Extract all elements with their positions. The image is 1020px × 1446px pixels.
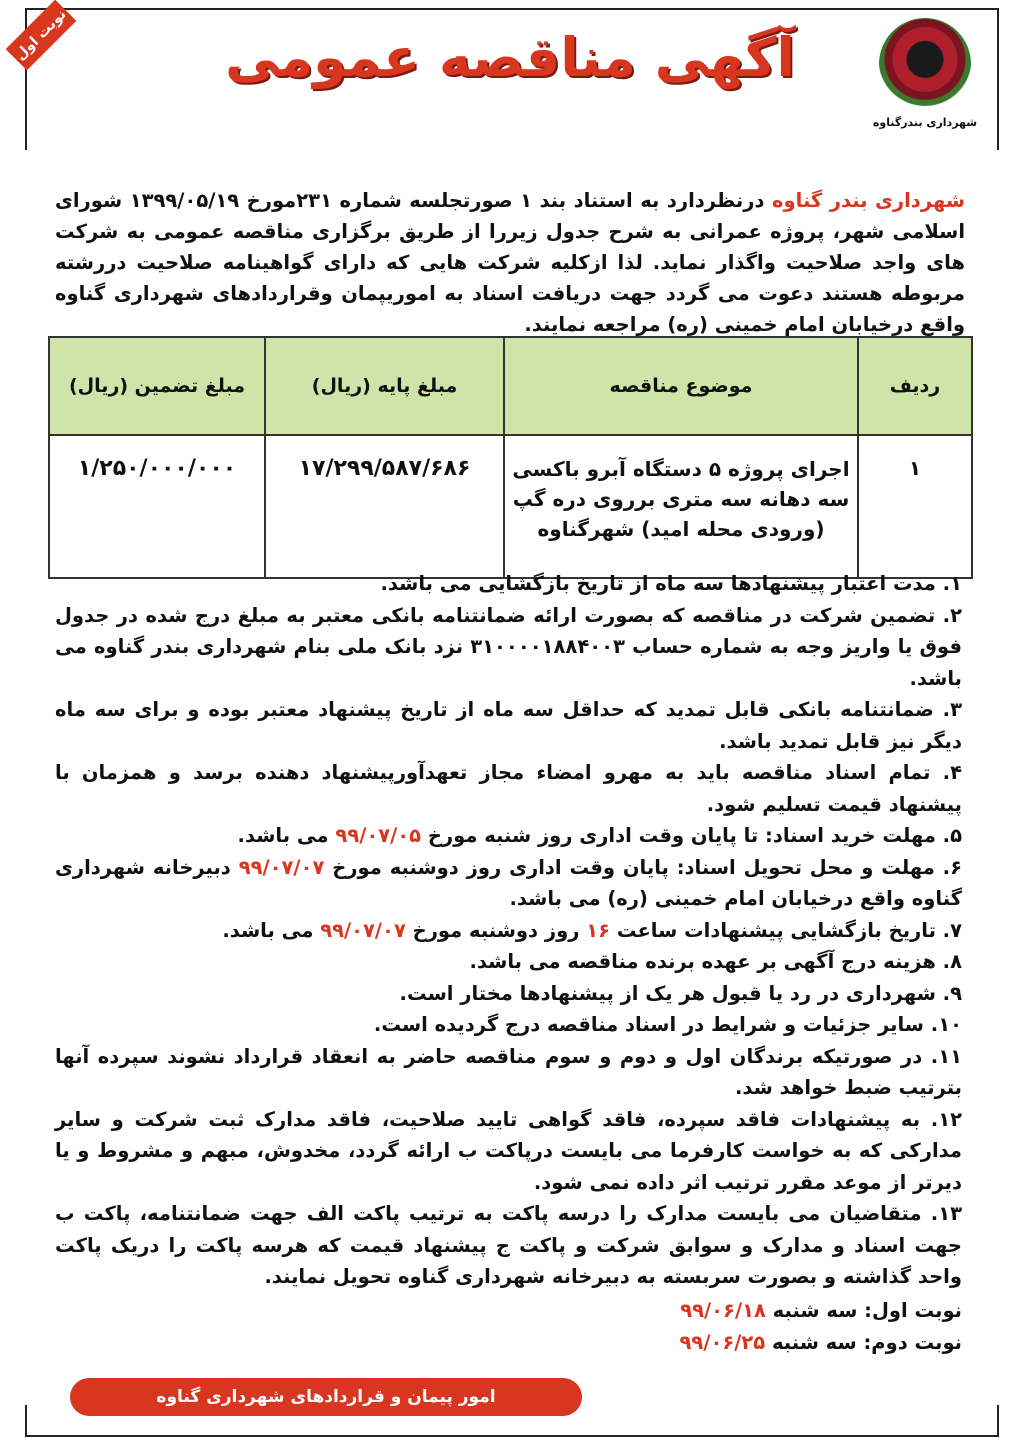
- table-header-row: [49, 337, 972, 435]
- cell-base-amount: ۱۷/۲۹۹/۵۸۷/۶۸۶: [265, 435, 504, 578]
- footer-department: امور پیمان و قراردادهای شهرداری گناوه: [70, 1378, 582, 1416]
- condition-text: ۷. تاریخ بازگشایی پیشنهادات ساعت: [610, 918, 962, 942]
- condition-item: ۹. شهرداری در رد یا قبول هر یک از پیشنهادها مختار است.: [399, 981, 962, 1005]
- condition-text: ۶. مهلت و محل تحویل اسناد: پایان وقت اداری روز دوشنبه مورخ: [324, 855, 962, 879]
- edition-ribbon: نوبت اول: [6, 0, 77, 70]
- condition-text: می باشد.: [222, 918, 321, 942]
- second-turn-date: ۹۹/۰۶/۲۵: [679, 1331, 766, 1354]
- first-turn-date: ۹۹/۰۶/۱۸: [680, 1299, 766, 1322]
- first-turn: [680, 1295, 962, 1327]
- delivery-deadline-date: ۹۹/۰۷/۰۷: [238, 855, 325, 879]
- municipality-emblem-icon: [879, 18, 971, 110]
- condition-item: ۸. هزینه درج آگهی بر عهده برنده مناقصه می باشد.: [469, 950, 962, 973]
- municipality-logo: [866, 18, 984, 144]
- opening-hour: ۱۶: [586, 918, 611, 942]
- condition-item: ۲. تضمین شرکت در مناقصه که بصورت ارائه ضمانتنامه بانکی معتبر به مبلغ درج شده در جدول فوق یا واریز وجه به شماره حساب ۳۱۰۰۰۰۱۸۸۴۰۰۳ نزد بانک ملی بنام شهرداری بندر گناوه می باشد.: [55, 603, 962, 690]
- header-row-number: ردیف: [858, 337, 972, 435]
- logo-caption: شهرداری بندرگناوه: [872, 116, 978, 129]
- condition-item: ۱۲. به پیشنهادات فاقد سپرده، فاقد گواهی تایید صلاحیت، فاقد مدارک ثبت شرکت و سایر مدارکی که به خواست کارفرما می بایست درپاکت ب ارائه گردد، مخدوش، مبهم و مشروط و یا دیرتر از موعد مقرر ترتیب اثر داده نمی شود.: [55, 1107, 962, 1194]
- tender-table: [48, 336, 973, 579]
- table-row: [49, 435, 972, 578]
- header-subject: موضوع مناقصه: [504, 337, 858, 435]
- condition-item: [55, 915, 962, 947]
- purchase-deadline-date: ۹۹/۰۷/۰۵: [335, 824, 422, 847]
- second-turn: [680, 1327, 962, 1359]
- intro-text: درنظردارد به استناد بند ۱ صورتجلسه شماره ۲۳۱مورخ ۱۳۹۹/۰۵/۱۹ شورای اسلامی شهر، پروژه عمرانی به شرح جدول زیررا از طریق برگزاری مناقصه عمومی به شرکت های واجد صلاحیت واگذار نماید. لذا ازکلیه شرکت هایی که دارای گواهینامه صلاحیت دررشته مربوطه هستند دعوت می گردد جهت دریافت اسناد به اموریپمان وقراردادهای شهرداری گناوه واقع درخیابان امام خمینی (ره) مراجعه نمایند.: [55, 189, 965, 336]
- condition-item: ۱. مدت اعتبار پیشنهادها سه ماه از تاریخ بازگشایی می باشد.: [380, 572, 962, 595]
- cell-guarantee-amount: ۱/۲۵۰/۰۰۰/۰۰۰: [49, 435, 265, 578]
- condition-text: ۵. مهلت خرید اسناد: تا پایان وقت اداری روز شنبه مورخ: [421, 824, 962, 847]
- cell-row-number: ۱: [858, 435, 972, 578]
- org-name: شهرداری بندر گناوه: [771, 189, 965, 212]
- intro-paragraph: [55, 185, 965, 340]
- header-base-amount: مبلغ پایه (ریال): [265, 337, 504, 435]
- opening-date: ۹۹/۰۷/۰۷: [320, 918, 406, 942]
- condition-item: ۱۰. سایر جزئیات و شرایط در اسناد مناقصه درج گردیده است.: [373, 1013, 962, 1036]
- condition-item: ۱۱. در صورتیکه برندگان اول و دوم و سوم مناقصه حاضر به انعقاد قرارداد نشوند سپرده آنها بترتیب ضبط خواهد شد.: [55, 1044, 962, 1099]
- condition-item: [55, 852, 962, 915]
- condition-item: [55, 820, 962, 852]
- publication-turns: [680, 1295, 962, 1359]
- condition-text: روز دوشنبه مورخ: [405, 918, 587, 942]
- condition-text: می باشد.: [237, 824, 336, 847]
- notice-title: آگهی مناقصه عمومی: [225, 26, 795, 89]
- conditions-list: [55, 568, 962, 1293]
- second-turn-label: نوبت دوم: سه شنبه: [765, 1331, 962, 1354]
- first-turn-label: نوبت اول: سه شنبه: [765, 1299, 962, 1322]
- header-guarantee-amount: مبلغ تضمین (ریال): [49, 337, 265, 435]
- condition-text: دبیرخانه شهرداری گناوه واقع درخیابان امام خمینی (ره) می باشد.: [55, 855, 962, 910]
- condition-item: ۴. تمام اسناد مناقصه باید به مهرو امضاء مجاز تعهدآورپیشنهاد دهنده برسد و همزمان با پیشنهاد قیمت تسلیم شود.: [55, 761, 962, 816]
- condition-item: ۳. ضمانتنامه بانکی قابل تمدید که حداقل سه ماه از تاریخ پیشنهاد معتبر بوده و برای سه ماه دیگر نیز قابل تمدید باشد.: [55, 698, 962, 753]
- cell-subject: اجرای پروژه ۵ دستگاه آبرو باکسی سه دهانه سه متری برروی دره گپ (ورودی محله امید) شهرگناوه: [504, 435, 858, 578]
- condition-item: ۱۳. متقاضیان می بایست مدارک را درسه پاکت به ترتیب پاکت الف جهت ضمانتنامه، پاکت ب جهت اسناد و مدارک و سوابق شرکت و پاکت ج پیشنهاد قیمت که هرسه پاکت را دریک پاکت واحد گذاشته و بصورت سربسته به دبیرخانه شهرداری گناوه تحویل نمایند.: [55, 1202, 962, 1288]
